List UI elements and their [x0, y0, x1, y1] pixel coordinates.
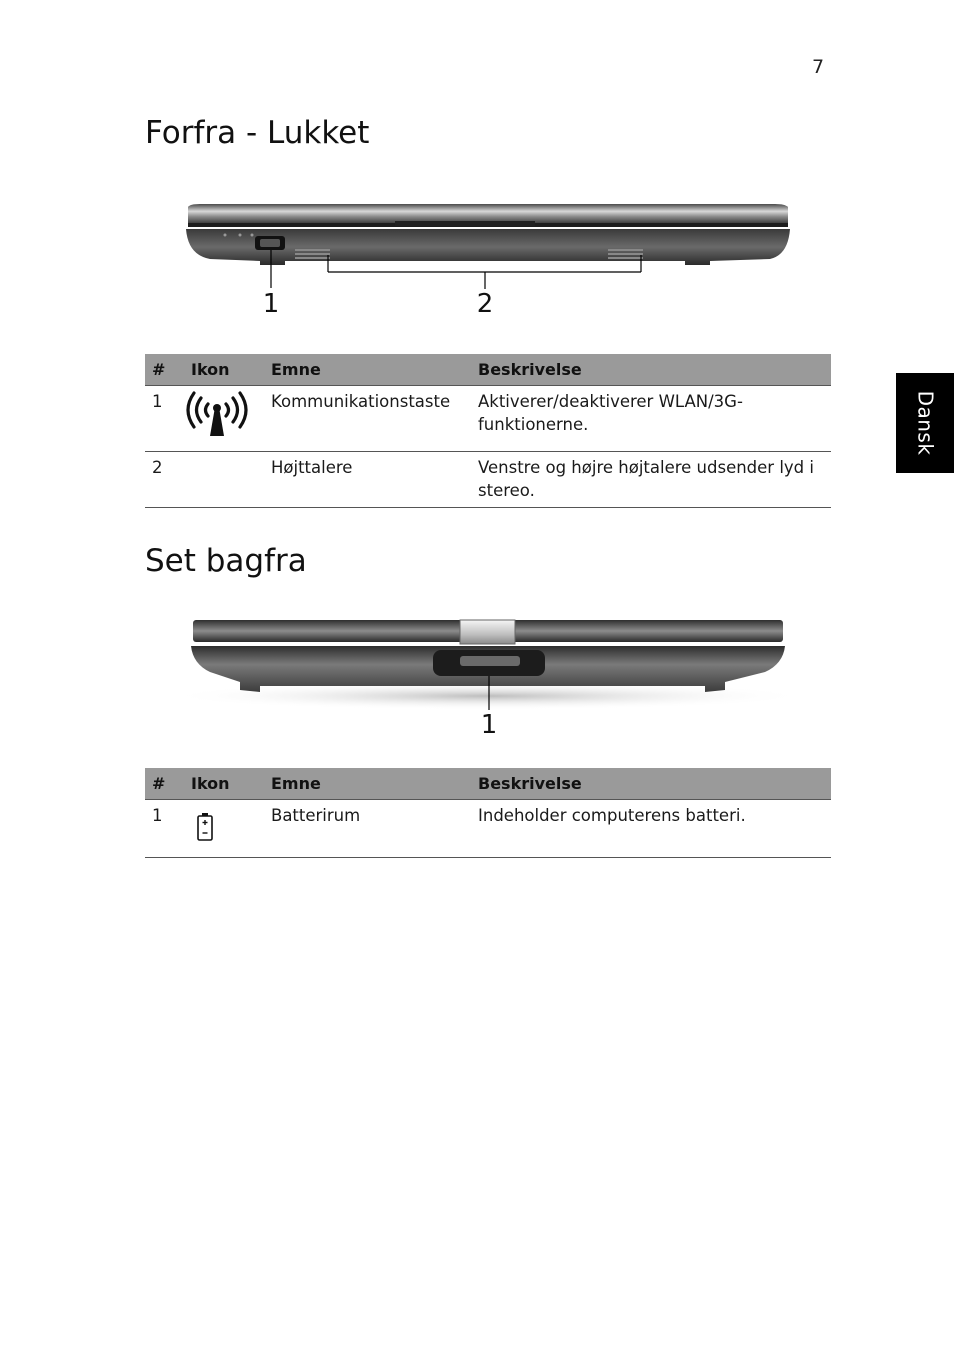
callout-1-rear: 1 — [480, 710, 498, 740]
row-item: Batterirum — [264, 800, 471, 858]
table-header-row — [145, 354, 831, 386]
row-icon-empty — [184, 452, 264, 508]
header-description: Beskrivelse — [471, 768, 831, 800]
row-num: 1 — [145, 800, 184, 858]
section-title-rear: Set bagfra — [145, 543, 307, 579]
laptop-front-closed-illustration — [180, 195, 795, 325]
table-row — [145, 386, 831, 452]
header-description: Beskrivelse — [471, 354, 831, 386]
table-row — [145, 800, 831, 858]
table-header-row — [145, 768, 831, 800]
header-item: Emne — [264, 768, 471, 800]
page-number: 7 — [812, 56, 825, 78]
header-icon: Ikon — [184, 354, 264, 386]
laptop-rear-illustration — [165, 612, 810, 742]
header-num: # — [145, 354, 184, 386]
row-num: 1 — [145, 386, 184, 452]
row-description: Venstre og højre højtalere udsender lyd i stereo. — [471, 452, 831, 508]
callout-2-front: 2 — [476, 289, 494, 319]
row-description: Aktiverer/deaktiverer WLAN/3G-funktionerne. — [471, 386, 831, 452]
wireless-communication-icon — [186, 390, 248, 438]
row-description: Indeholder computerens batteri. — [471, 800, 831, 858]
header-num: # — [145, 768, 184, 800]
front-components-table — [145, 354, 831, 508]
callout-1-front: 1 — [262, 289, 280, 319]
language-tab-label: Dansk — [913, 390, 937, 456]
header-icon: Ikon — [184, 768, 264, 800]
section-title-front-closed: Forfra - Lukket — [145, 115, 370, 151]
row-num: 2 — [145, 452, 184, 508]
rear-components-table — [145, 768, 831, 858]
table-row — [145, 452, 831, 508]
row-item: Kommunikationstaste — [264, 386, 471, 452]
header-item: Emne — [264, 354, 471, 386]
row-item: Højttalere — [264, 452, 471, 508]
battery-icon — [186, 812, 226, 844]
language-tab — [896, 373, 954, 473]
